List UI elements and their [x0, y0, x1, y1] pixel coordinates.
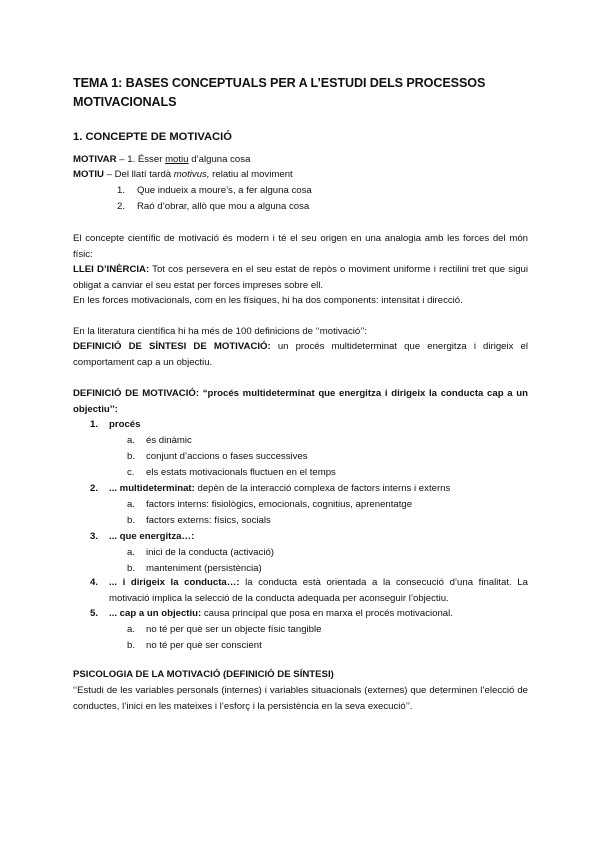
section-heading: 1. CONCEPTE DE MOTIVACIÓ — [73, 131, 232, 143]
sub-letter: a. — [127, 435, 136, 446]
sub-letter: b. — [127, 563, 136, 574]
motiu-term: MOTIU — [73, 169, 104, 180]
sub-letter: b. — [127, 451, 136, 462]
sub-item: els estats motivacionals fluctuen en el temps — [146, 467, 336, 478]
sub-item: no té per què ser un objecte físic tangible — [146, 624, 322, 635]
motivar-term: MOTIVAR — [73, 154, 117, 165]
item-number: 4. — [90, 577, 99, 588]
motiu-definition: MOTIU – Del llatí tardà motivus, relatiu al moviment — [73, 169, 293, 180]
item-paragraph: ... i dirigeix la conducta…: la conducta està orientada a la consecució d’una finalitat. La motivació implica la selecció de la conducta adequada per aconseguir l’objectiu. — [109, 577, 528, 604]
item-number: 5. — [90, 608, 99, 619]
list-item: Que indueix a moure’s, a fer alguna cosa — [137, 185, 312, 196]
sub-letter: a. — [127, 547, 136, 558]
sub-letter: a. — [127, 499, 136, 510]
paragraph-def-motivacio: DEFINICIÓ DE MOTIVACIÓ: “procés multideterminat que energitza i dirigeix la conducta cap a un objectiu’’: — [73, 388, 528, 415]
sub-letter: b. — [127, 640, 136, 651]
page-title: TEMA 1: BASES CONCEPTUALS PER A L’ESTUDI DELS PROCESSOS MOTIVACIONALS — [73, 76, 486, 109]
psico-heading: PSICOLOGIA DE LA MOTIVACIÓ (DEFINICIÓ DE SÍNTESI) — [73, 669, 334, 680]
item-line: ... multideterminat: depèn de la interacció complexa de factors interns i externs — [109, 483, 451, 494]
list-item: Raó d’obrar, allò que mou a alguna cosa — [137, 201, 310, 212]
sub-letter: a. — [127, 624, 136, 635]
list-number: 2. — [117, 201, 126, 212]
sub-item: manteniment (persistència) — [146, 563, 262, 574]
item-label: ... que energitza…: — [109, 531, 195, 542]
paragraph-components: En les forces motivacionals, com en les físiques, hi ha dos components: intensitat i direcció. — [73, 295, 463, 306]
sub-item: inici de la conducta (activació) — [146, 547, 274, 558]
paragraph-def-sintesi: DEFINICIÓ DE SÍNTESI DE MOTIVACIÓ: un procés multideterminat que energitza i dirigeix el comportament cap a un objectiu. — [73, 341, 529, 368]
item-number: 3. — [90, 531, 99, 542]
list-number: 1. — [117, 185, 126, 196]
sub-letter: c. — [127, 467, 135, 478]
sub-item: és dinàmic — [146, 435, 192, 446]
item-number: 1. — [90, 419, 99, 430]
sub-item: factors interns: fisiològics, emocionals, cognitius, aprenentatge — [146, 499, 413, 510]
item-number: 2. — [90, 483, 99, 494]
item-line: ... cap a un objectiu: causa principal que posa en marxa el procés motivacional. — [109, 608, 453, 619]
psico-paragraph: ‘‘Estudi de les variables personals (internes) i variables situacionals (externes) que determinen l’elecció de conductes, l’inici en les mateixes i l’esforç i la persistència en la seva execució’’. — [73, 685, 528, 712]
paragraph-llei-inercia: LLEI D’INÈRCIA: Tot cos persevera en el seu estat de repòs o moviment uniforme i rectilini tret que sigui obligat a canviar el seu estat per forces impreses sobre ell. — [73, 264, 529, 291]
paragraph-origin: El concepte científic de motivació és modern i té el seu origen en una analogia amb les forces del món físic: — [73, 233, 528, 260]
sub-item: factors externs: físics, socials — [146, 515, 271, 526]
item-label: procés — [109, 419, 141, 430]
sub-item: no té per què ser conscient — [146, 640, 262, 651]
paragraph-literature: En la literatura científica hi ha més de 100 definicions de ‘‘motivació’’: — [73, 326, 368, 337]
sub-letter: b. — [127, 515, 136, 526]
sub-item: conjunt d’accions o fases successives — [146, 451, 308, 462]
motivar-definition: MOTIVAR – 1. Ésser motiu d’alguna cosa — [73, 154, 251, 165]
